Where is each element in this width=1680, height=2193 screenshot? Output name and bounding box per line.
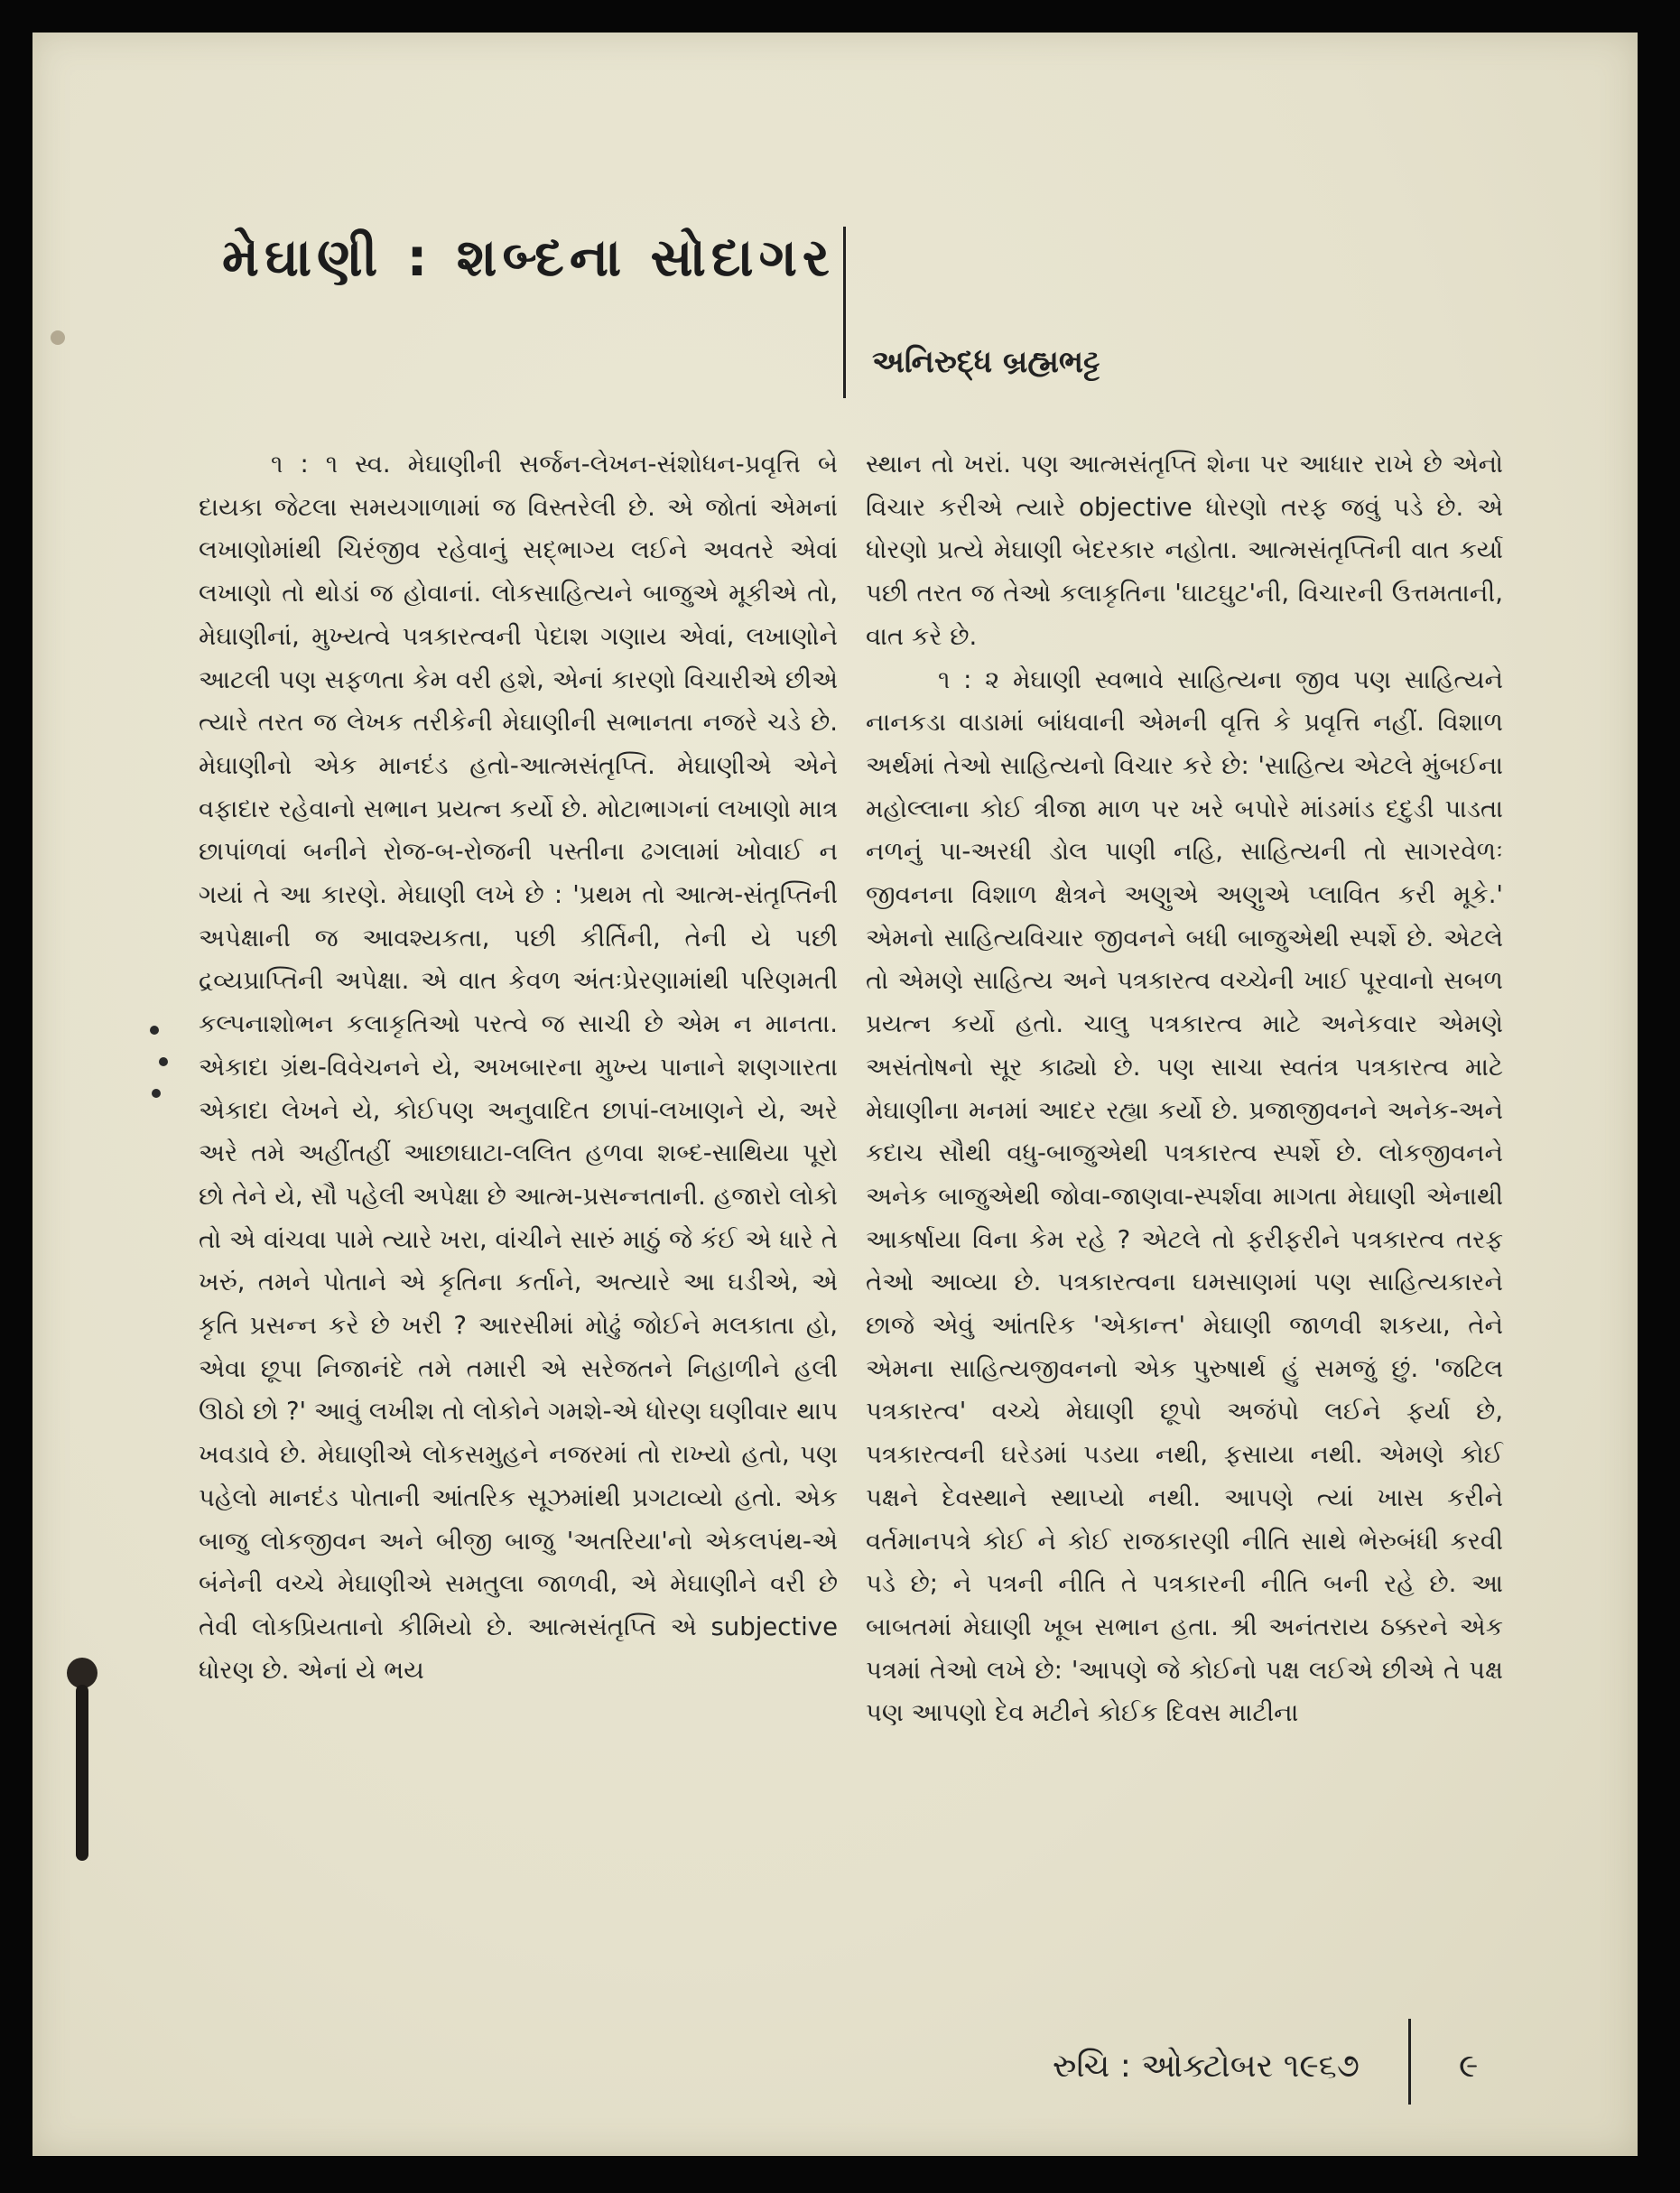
footer-divider [1408, 2019, 1411, 2105]
body-paragraph: ૧ : ૨ મેઘાણી સ્વભાવે સાહિત્યના જીવ પણ સાહિત્યને નાનકડા વાડામાં બાંધવાની એમની વૃત્તિ કે પ્રવૃત્તિ નહીં. વિશાળ અર્થમાં તેઓ સાહિત્યનો વિચાર કરે છે: 'સાહિત્ય એટલે મુંબઈના મહોલ્લાના કોઈ ત્રીજા માળ પર ખરે બપોરે માંડમાંડ દદુડી પાડતા નળનું પા-અરધી ડોલ પાણી નહિ, સાહિત્યની તો સાગરવેળઃ જીવનના વિશાળ ક્ષેત્રને અણુએ અણુએ પ્લાવિત કરી મૂકે.' એમનો સાહિત્યવિચાર જીવનને બધી બાજુએથી સ્પર્શે છે. એટલે તો એમણે સાહિત્ય અને પત્રકારત્વ વચ્ચેની ખાઈ પૂરવાનો સબળ પ્રયત્ન કર્યો હતો. ચાલુ પત્રકારત્વ માટે અનેકવાર એમણે અસંતોષનો સૂર કાઢ્યો છે. પણ સાચા સ્વતંત્ર પત્રકારત્વ માટે મેઘાણીના મનમાં આદર રહ્યા કર્યો છે. પ્રજાજીવનને અનેક-અને કદાચ સૌથી વધુ-બાજુએથી પત્રકારત્વ સ્પર્શે છે. લોકજીવનને અનેક બાજુએથી જોવા-જાણવા-સ્પર્શવા માગતા મેઘાણી એનાથી આકર્ષાયા વિના કેમ રહે ? એટલે તો ફરીફરીને પત્રકારત્વ તરફ તેઓ આવ્યા છે. પત્રકારત્વના ઘમસાણમાં પણ સાહિત્યકારને છાજે એવું આંતરિક 'એકાન્ત' મેઘાણી જાળવી શકયા, તેને એમના સાહિત્યજીવનનો એક પુરુષાર્થ હું સમજું છું. 'જટિલ પત્રકારત્વ' વચ્ચે મેઘાણી છૂપો અજંપો લઈને ફર્યા છે, પત્રકારત્વની ઘરેડમાં પડયા નથી, ફસાયા નથી. એમણે કોઈ પક્ષને દેવસ્થાને સ્થાપ્યો નથી. આપણે ત્યાં ખાસ કરીને વર્તમાનપત્રે કોઈ ને કોઈ રાજકારણી નીતિ સાથે ભેરુબંધી કરવી પડે છે; ને પત્રની નીતિ તે પત્રકારની નીતિ બની રહે છે. આ બાબતમાં મેઘાણી ખૂબ સભાન હતા. શ્રી અનંતરાય ઠક્કરને એક પત્રમાં તેઓ લખે છે: 'આપણે જે કોઈનો પક્ષ લઈએ છીએ તે પક્ષ પણ આપણો દેવ મટીને કોઈક દિવસ માટીના [866, 664, 1503, 1728]
ink-dot [150, 1026, 159, 1035]
right-column [866, 443, 1503, 1735]
author-byline: અનિરુદ્ધ બ્રહ્મભટ્ટ [872, 344, 1100, 380]
ink-dot [159, 1057, 168, 1066]
binding-hole [67, 1658, 97, 1688]
article-title: મેઘાણી : શબ્દના સોદાગર [222, 227, 835, 288]
title-divider [843, 227, 846, 398]
body-paragraph: સ્થાન તો ખરાં. પણ આત્મસંતૃપ્તિ શેના પર આધાર રાખે છે એનો વિચાર કરીએ ત્યારે objective ધોરણો તરફ જવું પડે છે. એ ધોરણો પ્રત્યે મેઘાણી બેદરકાર નહોતા. આત્મસંતૃપ્તિની વાત કર્યા પછી તરત જ તેઓ કલાકૃતિના 'ઘાટઘુટ'ની, વિચારની ઉત્તમતાની, વાત કરે છે. [866, 450, 1503, 651]
page-number: ૯ [1459, 2048, 1479, 2085]
magazine-page [32, 33, 1638, 2156]
left-column [199, 443, 838, 1692]
paper-stain [51, 330, 65, 345]
binding-thread [76, 1685, 88, 1861]
body-paragraph: ૧ : ૧ સ્વ. મેઘાણીની સર્જન-લેખન-સંશોધન-પ્રવૃત્તિ બે દાયકા જેટલા સમયગાળામાં જ વિસ્તરેલી છે. એ જોતાં એમનાં લખાણોમાંથી ચિરંજીવ રહેવાનું સદ્ભાગ્ય લઈને અવતરે એવાં લખાણો તો થોડાં જ હોવાનાં. લોકસાહિત્યને બાજુએ મૂકીએ તો, મેઘાણીનાં, મુખ્યત્વે પત્રકારત્વની પેદાશ ગણાય એવાં, લખાણોને આટલી પણ સફળતા કેમ વરી હશે, એનાં કારણો વિચારીએ છીએ ત્યારે તરત જ લેખક તરીકેની મેઘાણીની સભાનતા નજરે ચડે છે. મેઘાણીનો એક માનદંડ હતો-આત્મસંતૃપ્તિ. મેઘાણીએ એને વફાદાર રહેવાનો સભાન પ્રયત્ન કર્યો છે. મોટાભાગનાં લખાણો માત્ર છાપાંળવાં બનીને રોજ-બ-રોજની પસ્તીના ઢગલામાં ખોવાઈ ન ગયાં તે આ કારણે. મેઘાણી લખે છે : 'પ્રથમ તો આત્મ-સંતૃપ્તિની અપેક્ષાની જ આવશ્યકતા, પછી કીર્તિની, તેની યે પછી દ્રવ્યપ્રાપ્તિની અપેક્ષા. એ વાત કેવળ અંતઃપ્રેરણામાંથી પરિણમતી કલ્પનાશોભન કલાકૃતિઓ પરત્વે જ સાચી છે એમ ન માનતા. એકાદા ગ્રંથ-વિવેચનને યે, અખબારના મુખ્ય પાનાને શણગારતા એકાદા લેખને યે, કોઈપણ અનુવાદિત છાપાં-લખાણને યે, અરે અરે તમે અહીંતહીં આછાઘાટા-લલિત હળવા શબ્દ-સાથિયા પૂરો છો તેને યે, સૌ પહેલી અપેક્ષા છે આત્મ-પ્રસન્નતાની. હજારો લોકો તો એ વાંચવા પામે ત્યારે ખરા, વાંચીને સારું માઠું જે કંઈ એ ધારે તે ખરું, તમને પોતાને એ કૃતિના કર્તાને, અત્યારે આ ઘડીએ, એ કૃતિ પ્રસન્ન કરે છે ખરી ? આરસીમાં મોઢું જોઈને મલકાતા હો, એવા છૂપા નિજાનંદે તમે તમારી એ સરેજતને નિહાળીને હલી ઊઠો છો ?' આવું લખીશ તો લોકોને ગમશે-એ ધોરણ ઘણીવાર થાપ ખવડાવે છે. મેઘાણીએ લોકસમુહને નજરમાં તો રાખ્યો હતો, પણ પહેલો માનદંડ પોતાની આંતરિક સૂઝમાંથી પ્રગટાવ્યો હતો. એક બાજુ લોકજીવન અને બીજી બાજુ 'અતરિયા'નો એકલપંથ-એ બંનેની વચ્ચે મેઘાણીએ સમતુલા જાળવી, એ મેઘાણીને વરી છે તેવી લોકપ્રિયતાનો કીમિયો છે. આત્મસંતૃપ્તિ એ subjective ધોરણ છે. એનાં યે ભય [199, 450, 838, 1685]
publication-footer: રુચિ : ઓક્ટોબર ૧૯૬૭ [1053, 2048, 1360, 2085]
ink-dot [152, 1089, 161, 1098]
